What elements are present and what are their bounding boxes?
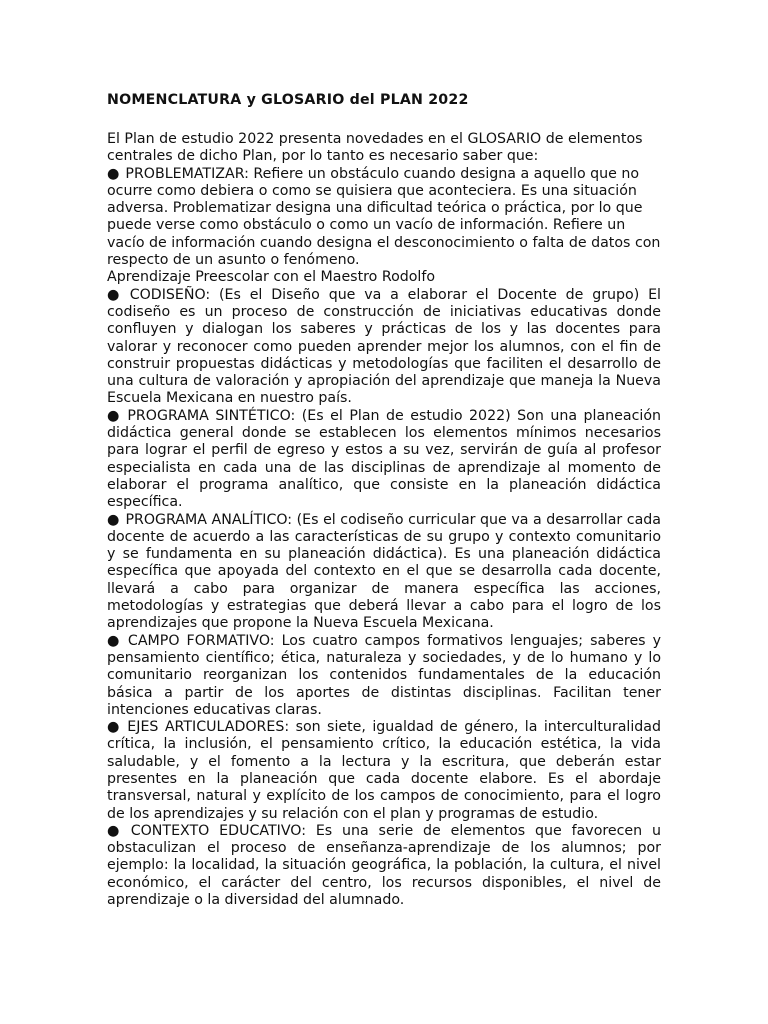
bullet-icon: ● [107,719,122,736]
glossary-item-text: PROGRAMA SINTÉTICO: (Es el Plan de estudio 2022) Son una planeación didáctica general donde se establecen los elementos mínimos necesarios para lograr el perfil de egreso y estos a su vez, servirán de guía al profesor especialista en cada una de las disciplinas de aprendizaje al momento de elaborar el programa analítico, que consiste en la planeación didáctica específica. [107,407,661,511]
glossary-item-campo-formativo [107,633,661,719]
glossary-item-text: PROGRAMA ANALÍTICO: (Es el codiseño curricular que va a desarrollar cada docente de acuerdo a las características de su grupo y contexto comunitario y se fundamenta en su planeación didáctica). Es una planeación didáctica específica que apoyada del contexto en el que se desarrolla cada docente, llevará a cabo para organizar de manera específica las acciones, metodologías y estrategias que deberá llevar a cabo para el logro de los aprendizajes que propone la Nueva Escuela Mexicana. [107,511,661,632]
glossary-item-text: CAMPO FORMATIVO: Los cuatro campos formativos lenguajes; saberes y pensamiento científico; ética, naturaleza y sociedades, y de lo humano y lo comunitario reorganizan los contenidos fundamentales de la educación básica a partir de los aportes de distintas disciplinas. Facilitan tener intenciones educativas claras. [107,632,661,718]
glossary-item-contexto-educativo [107,823,661,909]
intro-paragraph: El Plan de estudio 2022 presenta novedades en el GLOSARIO de elementos centrales de dicho Plan, por lo tanto es necesario saber que: [107,131,643,165]
bullet-icon: ● [107,632,122,649]
document-body [107,131,661,909]
glossary-item-ejes-articuladores [107,719,661,823]
glossary-item-codiseno [107,287,661,408]
glossary-item-text: CODISEÑO: (Es el Diseño que va a elaborar el Docente de grupo) El codiseño es un proceso de construcción de iniciativas educativas donde confluyen y dialogan los saberes y prácticas de los y las docentes para valorar y reconocer como pueden aprender mejor los alumnos, con el fin de construir propuestas didácticas y metodologías que faciliten el desarrollo de una cultura de valoración y apropiación del aprendizaje que maneja la Nueva Escuela Mexicana en nuestro país. [107,286,661,407]
bullet-icon: ● [107,286,124,303]
glossary-item-text: EJES ARTICULADORES: son siete, igualdad de género, la interculturalidad crítica, la inclusión, el pensamiento crítico, la educación estética, la vida saludable, y el fomento a la lectura y la escritura, que deberán estar presentes en la planeación que cada docente elabore. Es el abordaje transversal, natural y explícito de los campos de conocimiento, para el logro de los aprendizajes y su relación con el plan y programas de estudio. [107,719,661,822]
glossary-item-programa-analitico [107,512,661,633]
glossary-item-problematizar [107,166,661,270]
interjection-line: Aprendizaje Preescolar con el Maestro Rodolfo [107,269,436,286]
bullet-icon: ● [107,511,120,528]
bullet-icon: ● [107,407,122,424]
glossary-item-text: CONTEXTO EDUCATIVO: Es una serie de elementos que favorecen u obstaculizan el proceso de enseñanza-aprendizaje de los alumnos; por ejemplo: la localidad, la situación geográfica, la población, la cultura, el nivel económico, el carácter del centro, los recursos disponibles, el nivel de aprendizaje o la diversidad del alumnado. [107,822,661,909]
glossary-item-text: PROBLEMATIZAR: Refiere un obstáculo cuando designa a aquello que no ocurre como debiera o como se quisiera que aconteciera. Es una situación adversa. Problematizar designa una dificultad teórica o práctica, por lo que puede verse como obstáculo o como un vacío de información. Refiere un vacío de información cuando designa el desconocimiento o falta de datos con respecto de un asunto o fenómeno. [107,165,661,269]
bullet-icon: ● [107,822,125,839]
document-title: NOMENCLATURA y GLOSARIO del PLAN 2022 [107,92,469,108]
glossary-item-programa-sintetico [107,408,661,512]
bullet-icon: ● [107,165,120,182]
